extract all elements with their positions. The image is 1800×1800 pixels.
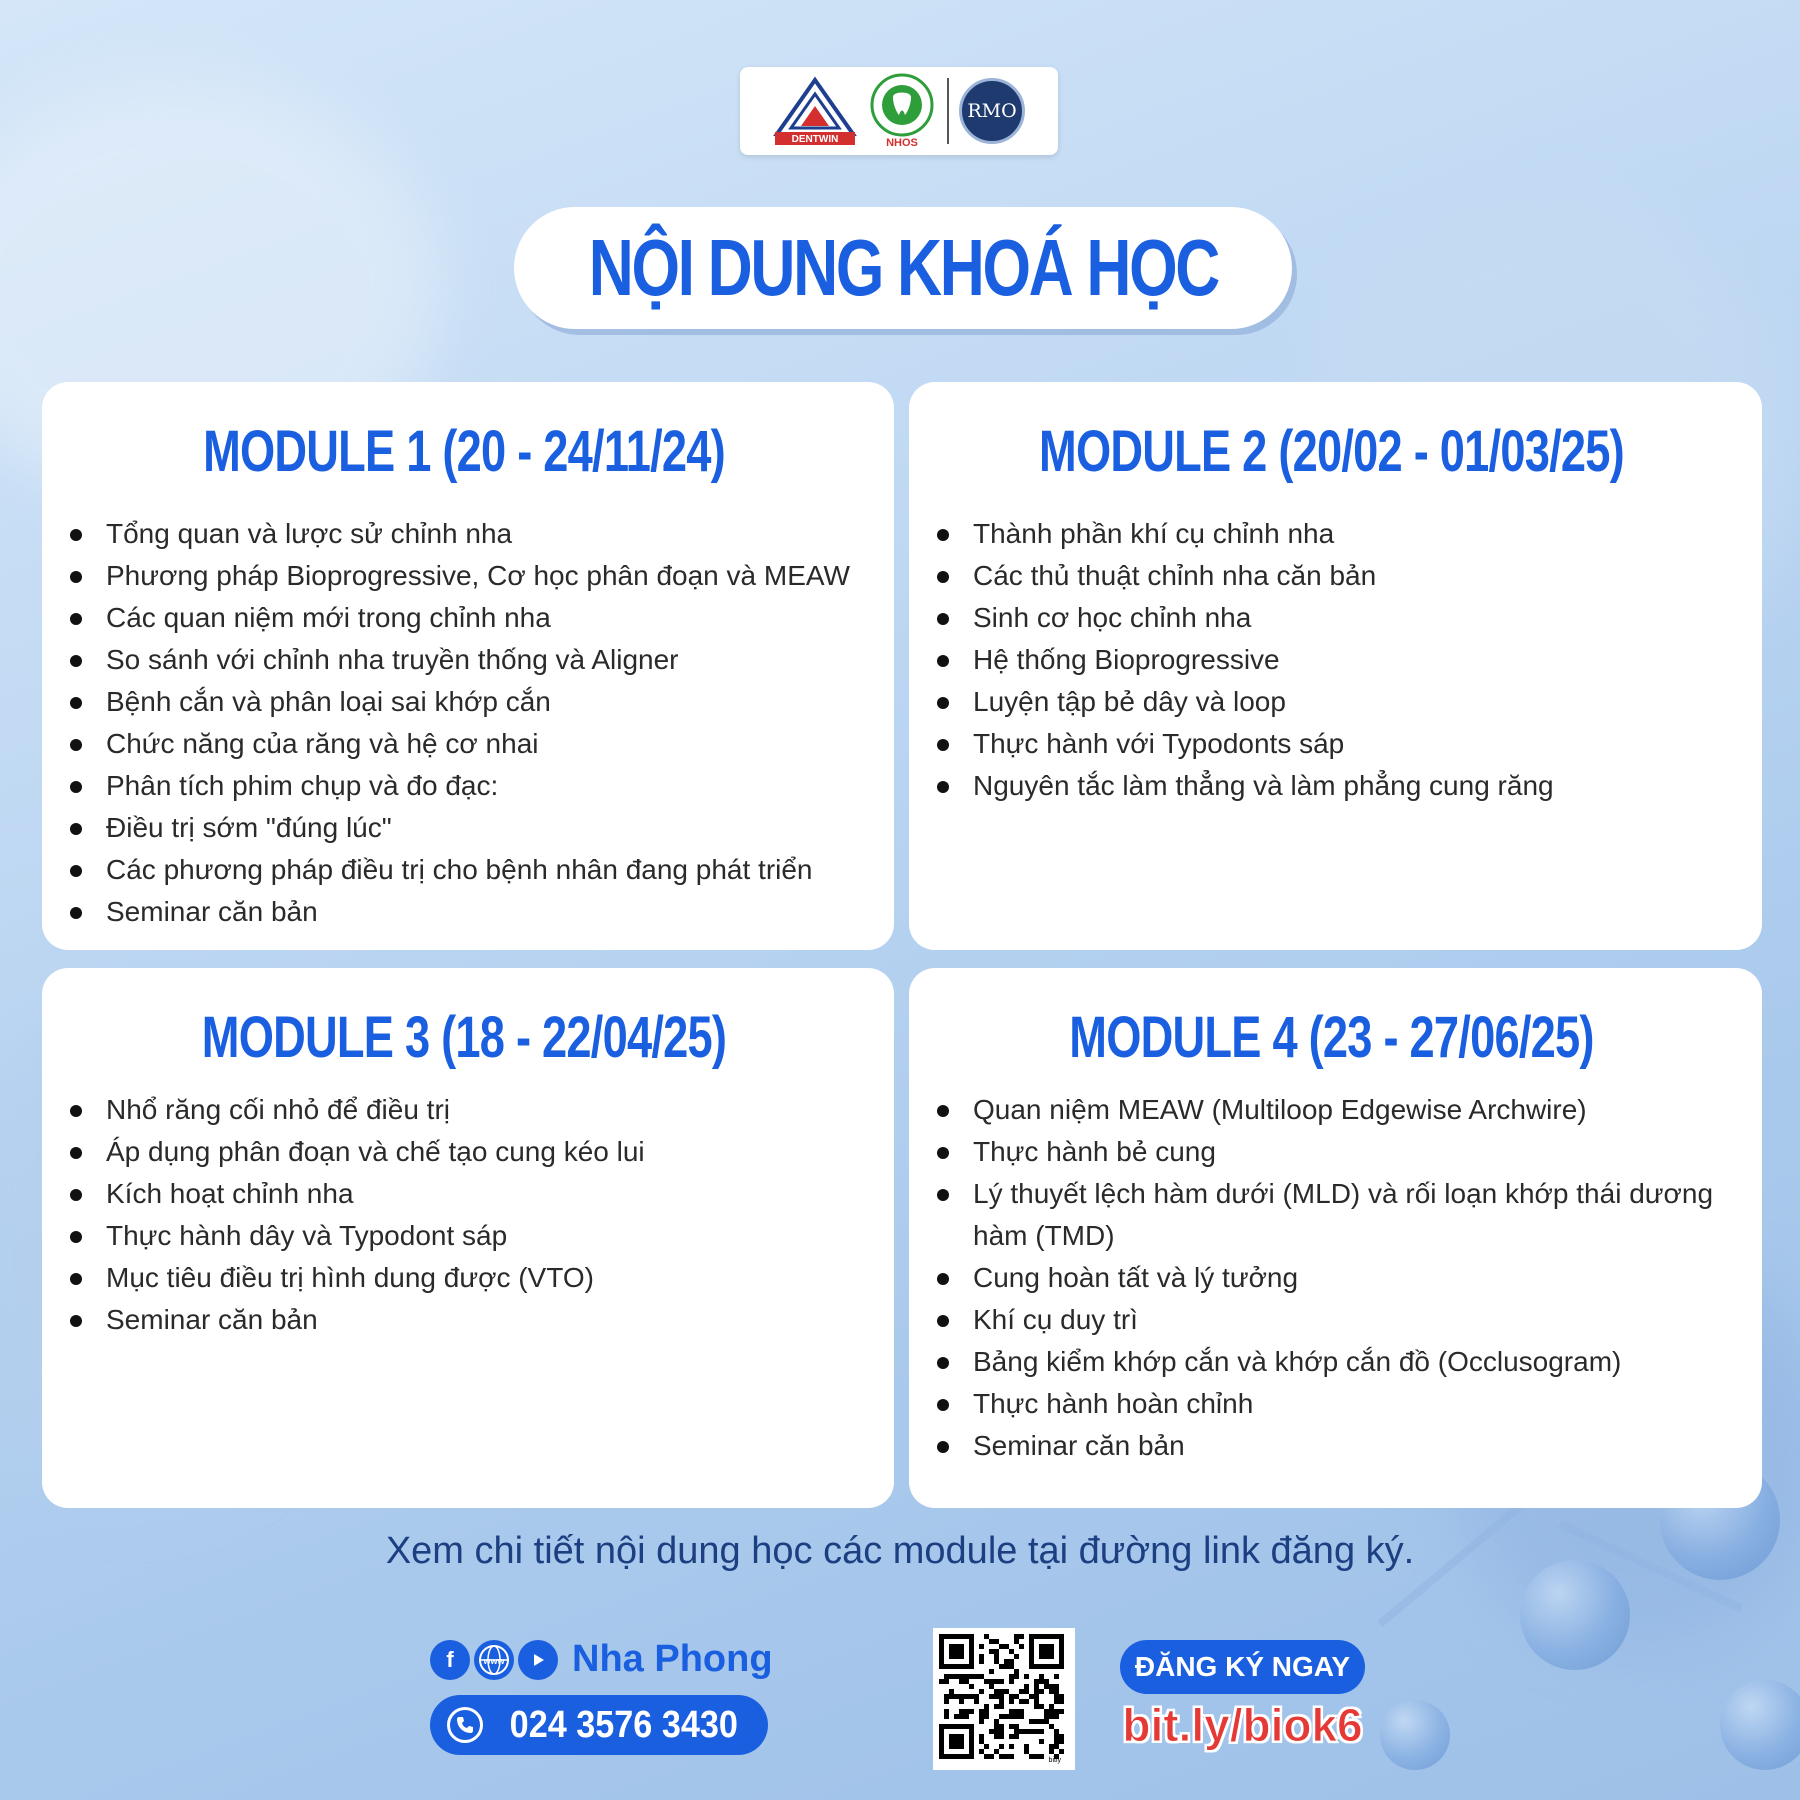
list-item: Seminar căn bản xyxy=(931,1425,1732,1467)
list-item: Seminar căn bản xyxy=(64,1299,864,1341)
list-item: Nhổ răng cối nhỏ để điều trị xyxy=(64,1089,864,1131)
list-item: Thực hành hoàn chỉnh xyxy=(931,1383,1732,1425)
module-4-list xyxy=(931,1089,1732,1467)
qr-label: bitly xyxy=(1048,1757,1061,1764)
phone-icon xyxy=(447,1707,483,1743)
register-link[interactable]: bit.ly/biok6 xyxy=(1122,1699,1363,1751)
list-item: Chức năng của răng và hệ cơ nhai xyxy=(64,723,864,765)
module-1-title: MODULE 1 (20 - 24/11/24) xyxy=(203,419,725,484)
module-1-card xyxy=(42,382,894,950)
module-1-list xyxy=(64,513,864,933)
list-item: Thực hành với Typodonts sáp xyxy=(931,723,1732,765)
list-item: Quan niệm MEAW (Multiloop Edgewise Archwire) xyxy=(931,1089,1732,1131)
qr-code[interactable] xyxy=(933,1628,1075,1770)
list-item: Các phương pháp điều trị cho bệnh nhân đang phát triển xyxy=(64,849,864,891)
register-button[interactable]: ĐĂNG KÝ NGAY xyxy=(1120,1640,1365,1694)
social-links xyxy=(430,1638,773,1681)
youtube-icon[interactable] xyxy=(518,1640,558,1680)
module-4-title: MODULE 4 (23 - 27/06/25) xyxy=(1069,1005,1594,1070)
list-item: So sánh với chỉnh nha truyền thống và Aligner xyxy=(64,639,864,681)
list-item: Thực hành bẻ cung xyxy=(931,1131,1732,1173)
phone-button[interactable] xyxy=(430,1695,768,1755)
dentwin-logo xyxy=(773,76,857,146)
list-item: Thành phần khí cụ chỉnh nha xyxy=(931,513,1732,555)
list-item: Bệnh cắn và phân loại sai khớp cắn xyxy=(64,681,864,723)
list-item: Cung hoàn tất và lý tưởng xyxy=(931,1257,1732,1299)
list-item: Nguyên tắc làm thẳng và làm phẳng cung răng xyxy=(931,765,1732,807)
list-item: Seminar căn bản xyxy=(64,891,864,933)
list-item: Sinh cơ học chỉnh nha xyxy=(931,597,1732,639)
module-3-list xyxy=(64,1089,864,1341)
globe-icon[interactable] xyxy=(474,1640,514,1680)
list-item: Bảng kiểm khớp cắn và khớp cắn đồ (Occlusogram) xyxy=(931,1341,1732,1383)
list-item: Khí cụ duy trì xyxy=(931,1299,1732,1341)
qr-code-image xyxy=(939,1634,1069,1764)
list-item: Thực hành dây và Typodont sáp xyxy=(64,1215,864,1257)
title-banner xyxy=(514,207,1292,329)
logo-divider xyxy=(947,78,949,144)
module-2-title: MODULE 2 (20/02 - 01/03/25) xyxy=(1039,419,1624,484)
list-item: Các thủ thuật chỉnh nha căn bản xyxy=(931,555,1732,597)
list-item: Các quan niệm mới trong chỉnh nha xyxy=(64,597,864,639)
page-title: NỘI DUNG KHOÁ HỌC xyxy=(588,223,1218,312)
list-item: Luyện tập bẻ dây và loop xyxy=(931,681,1732,723)
list-item: Phương pháp Bioprogressive, Cơ học phân đoạn và MEAW xyxy=(64,555,864,597)
phone-number: 024 3576 3430 xyxy=(509,1703,739,1746)
partner-logos xyxy=(740,67,1058,155)
module-3-title: MODULE 3 (18 - 22/04/25) xyxy=(201,1005,727,1070)
list-item: Áp dụng phân đoạn và chế tạo cung kéo lui xyxy=(64,1131,864,1173)
nhos-logo xyxy=(867,73,937,149)
module-2-card xyxy=(909,382,1762,950)
list-item: Tổng quan và lược sử chỉnh nha xyxy=(64,513,864,555)
list-item: Điều trị sớm "đúng lúc" xyxy=(64,807,864,849)
module-2-list xyxy=(931,513,1732,807)
module-3-card xyxy=(42,968,894,1508)
list-item: Kích hoạt chỉnh nha xyxy=(64,1173,864,1215)
dentwin-logo-text: DENTWIN xyxy=(791,134,839,145)
rmo-logo: RMO xyxy=(959,78,1025,144)
facebook-icon[interactable]: f xyxy=(430,1640,470,1680)
footnote-text: Xem chi tiết nội dung học các module tại đường link đăng ký. xyxy=(385,1530,1415,1572)
globe-label: www xyxy=(483,1655,505,1666)
list-item: Mục tiêu điều trị hình dung được (VTO) xyxy=(64,1257,864,1299)
list-item: Hệ thống Bioprogressive xyxy=(931,639,1732,681)
list-item: Lý thuyết lệch hàm dưới (MLD) và rối loạn khớp thái dương hàm (TMD) xyxy=(931,1173,1732,1257)
module-4-card xyxy=(909,968,1762,1508)
nhos-logo-text: NHOS xyxy=(886,137,918,149)
list-item: Phân tích phim chụp và đo đạc: xyxy=(64,765,864,807)
brand-name: Nha Phong xyxy=(572,1638,773,1680)
